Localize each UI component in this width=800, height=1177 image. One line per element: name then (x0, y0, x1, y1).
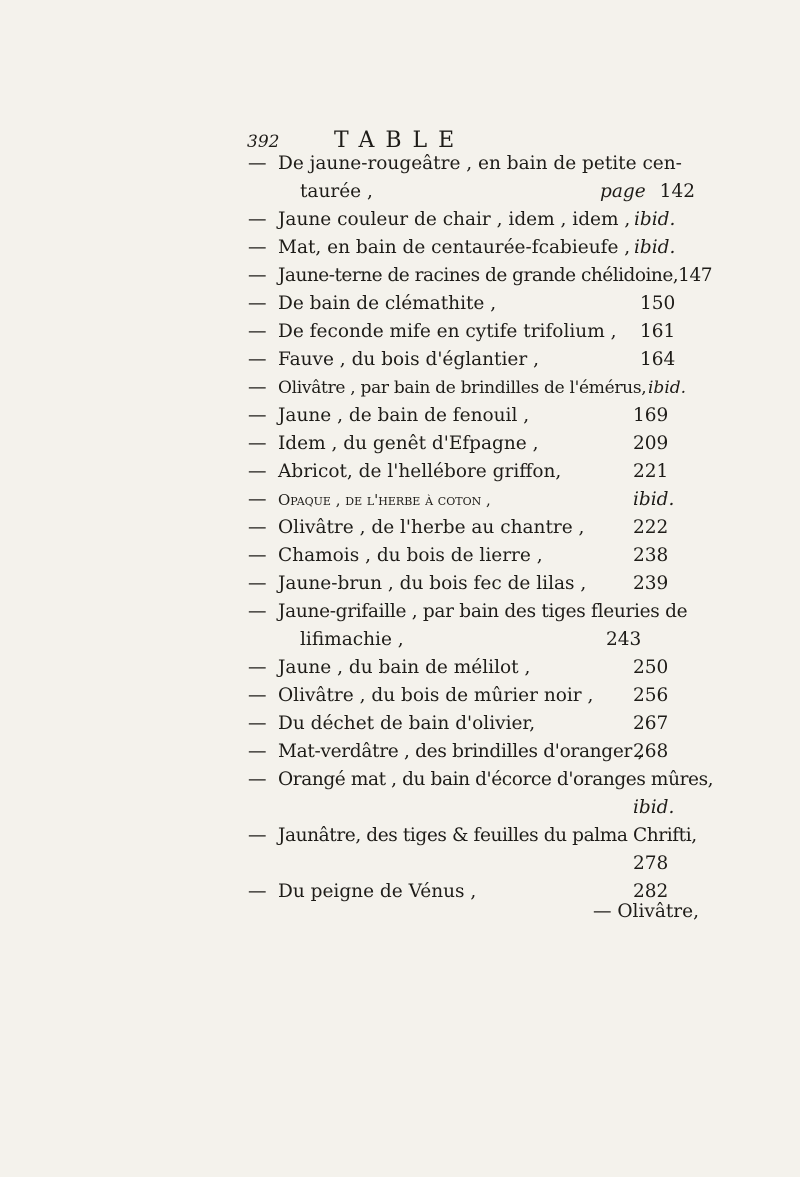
entry-text: Chamois , du bois de lierre , (278, 545, 543, 566)
index-entry (248, 710, 688, 738)
entry-dash: — (248, 405, 267, 426)
entry-text: Jaunâtre, des tiges & feuilles du palma Chrifti, (278, 825, 697, 846)
entry-text: Jaune-terne de racines de grande chélidoine,147 (278, 265, 712, 286)
entry-page: 150 (640, 293, 676, 314)
entry-text: Olivâtre , du bois de mûrier noir , (278, 685, 594, 706)
index-entry (248, 486, 688, 514)
entry-dash: — (248, 237, 267, 258)
entry-dash: — (248, 825, 267, 846)
entry-text: Jaune-brun , du bois fec de lilas , (278, 573, 587, 594)
entry-dash: — (248, 881, 267, 902)
index-entry (248, 766, 714, 794)
index-entry (248, 794, 688, 822)
entry-dash: — (248, 321, 267, 342)
entry-page-number: 142 (659, 181, 695, 202)
entry-page: 169 (633, 405, 669, 426)
index-entry (248, 178, 695, 206)
index-entry (248, 150, 688, 178)
entry-page: 209 (633, 433, 669, 454)
entry-text: Jaune , de bain de fenouil , (278, 405, 530, 426)
page-title: TABLE (334, 128, 466, 153)
entry-text: Jaune , du bain de mélilot , (278, 657, 531, 678)
catchword: — Olivâtre, (593, 901, 699, 922)
index-entry (248, 654, 688, 682)
entry-page: ibid. (633, 489, 675, 510)
entry-dash: — (248, 265, 267, 286)
entry-text: Idem , du genêt d'Efpagne , (278, 433, 539, 454)
entry-dash: — (248, 293, 267, 314)
entry-dash: — (248, 377, 267, 398)
entry-page (600, 178, 695, 206)
entry-page: 222 (633, 517, 669, 538)
entry-page: 238 (633, 545, 669, 566)
index-entry (248, 570, 688, 598)
entry-dash: — (248, 573, 267, 594)
entry-page: ibid. (634, 237, 676, 258)
entry-text: Abricot, de l'hellébore griffon, (278, 461, 562, 482)
page-number: 392 (247, 132, 280, 152)
entry-dash: — (248, 209, 267, 230)
entry-page: 164 (640, 349, 676, 370)
index-entry (248, 850, 688, 878)
entry-dash: — (248, 153, 267, 174)
entry-text: Jaune couleur de chair , idem , idem , (278, 209, 631, 230)
entry-text: De feconde mife en cytife trifolium , (278, 321, 617, 342)
entry-dash: — (248, 461, 267, 482)
index-entry (248, 346, 688, 374)
entry-text: Olivâtre , de l'herbe au chantre , (278, 517, 585, 538)
entry-text: Opaque , de l'herbe à coton , (278, 491, 491, 509)
index-entry (248, 626, 688, 654)
entry-page: 243 (606, 629, 642, 650)
index-entry (248, 290, 688, 318)
entry-page: ibid. (648, 378, 687, 398)
entry-text: Jaune-grifaille , par bain des tiges fleuries de (278, 601, 688, 622)
entry-dash: — (248, 349, 267, 370)
entry-text: Orangé mat , du bain d'écorce d'oranges mûres, (278, 769, 714, 790)
entry-dash: — (248, 685, 267, 706)
entry-page: 267 (633, 713, 669, 734)
entry-dash: — (248, 741, 267, 762)
entry-dash: — (248, 713, 267, 734)
entry-page: 239 (633, 573, 669, 594)
entry-dash: — (248, 657, 267, 678)
entry-dash: — (248, 517, 267, 538)
entry-page: 282 (633, 881, 669, 902)
entry-text: Mat, en bain de centaurée-fcabieufe , (278, 237, 631, 258)
entry-text: De bain de clémathite , (278, 293, 497, 314)
entry-text: Mat-verdâtre , des brindilles d'oranger , (278, 741, 644, 762)
entry-text: Olivâtre , par bain de brindilles de l'émérus, (278, 378, 647, 398)
index-entry (248, 374, 688, 402)
entry-text: De jaune-rougeâtre , en bain de petite cen- (278, 153, 682, 174)
index-entry (248, 598, 688, 626)
index-entry (248, 430, 688, 458)
entry-text: lifimachie , (300, 629, 404, 650)
entry-text: Fauve , du bois d'églantier , (278, 349, 539, 370)
entry-page: 221 (633, 461, 669, 482)
entry-dash: — (248, 433, 267, 454)
entry-dash: — (248, 489, 267, 510)
entry-text: Du déchet de bain d'olivier, (278, 713, 536, 734)
entry-page: 256 (633, 685, 669, 706)
entry-page: 250 (633, 657, 669, 678)
entry-dash: — (248, 601, 267, 622)
catchword-line (248, 900, 699, 924)
index-entry (248, 682, 688, 710)
entry-page: 161 (640, 321, 676, 342)
entry-page: ibid. (634, 209, 676, 230)
index-entry (248, 514, 688, 542)
index-entry (248, 542, 688, 570)
index-entry (248, 458, 688, 486)
index-entry (248, 206, 688, 234)
index-entry (248, 318, 688, 346)
entry-text: taurée , (300, 181, 373, 202)
page-label: page (600, 181, 646, 202)
index-entry (248, 402, 688, 430)
entry-page: 278 (633, 853, 669, 874)
index-entries (248, 150, 714, 924)
entry-dash: — (248, 769, 267, 790)
entry-page: ibid. (633, 797, 675, 818)
index-entry (248, 234, 688, 262)
entry-text: Du peigne de Vénus , (278, 881, 477, 902)
index-entry (248, 738, 688, 766)
entry-dash: — (248, 545, 267, 566)
index-entry (248, 822, 697, 850)
index-entry (248, 262, 712, 290)
entry-page: 268 (633, 741, 669, 762)
